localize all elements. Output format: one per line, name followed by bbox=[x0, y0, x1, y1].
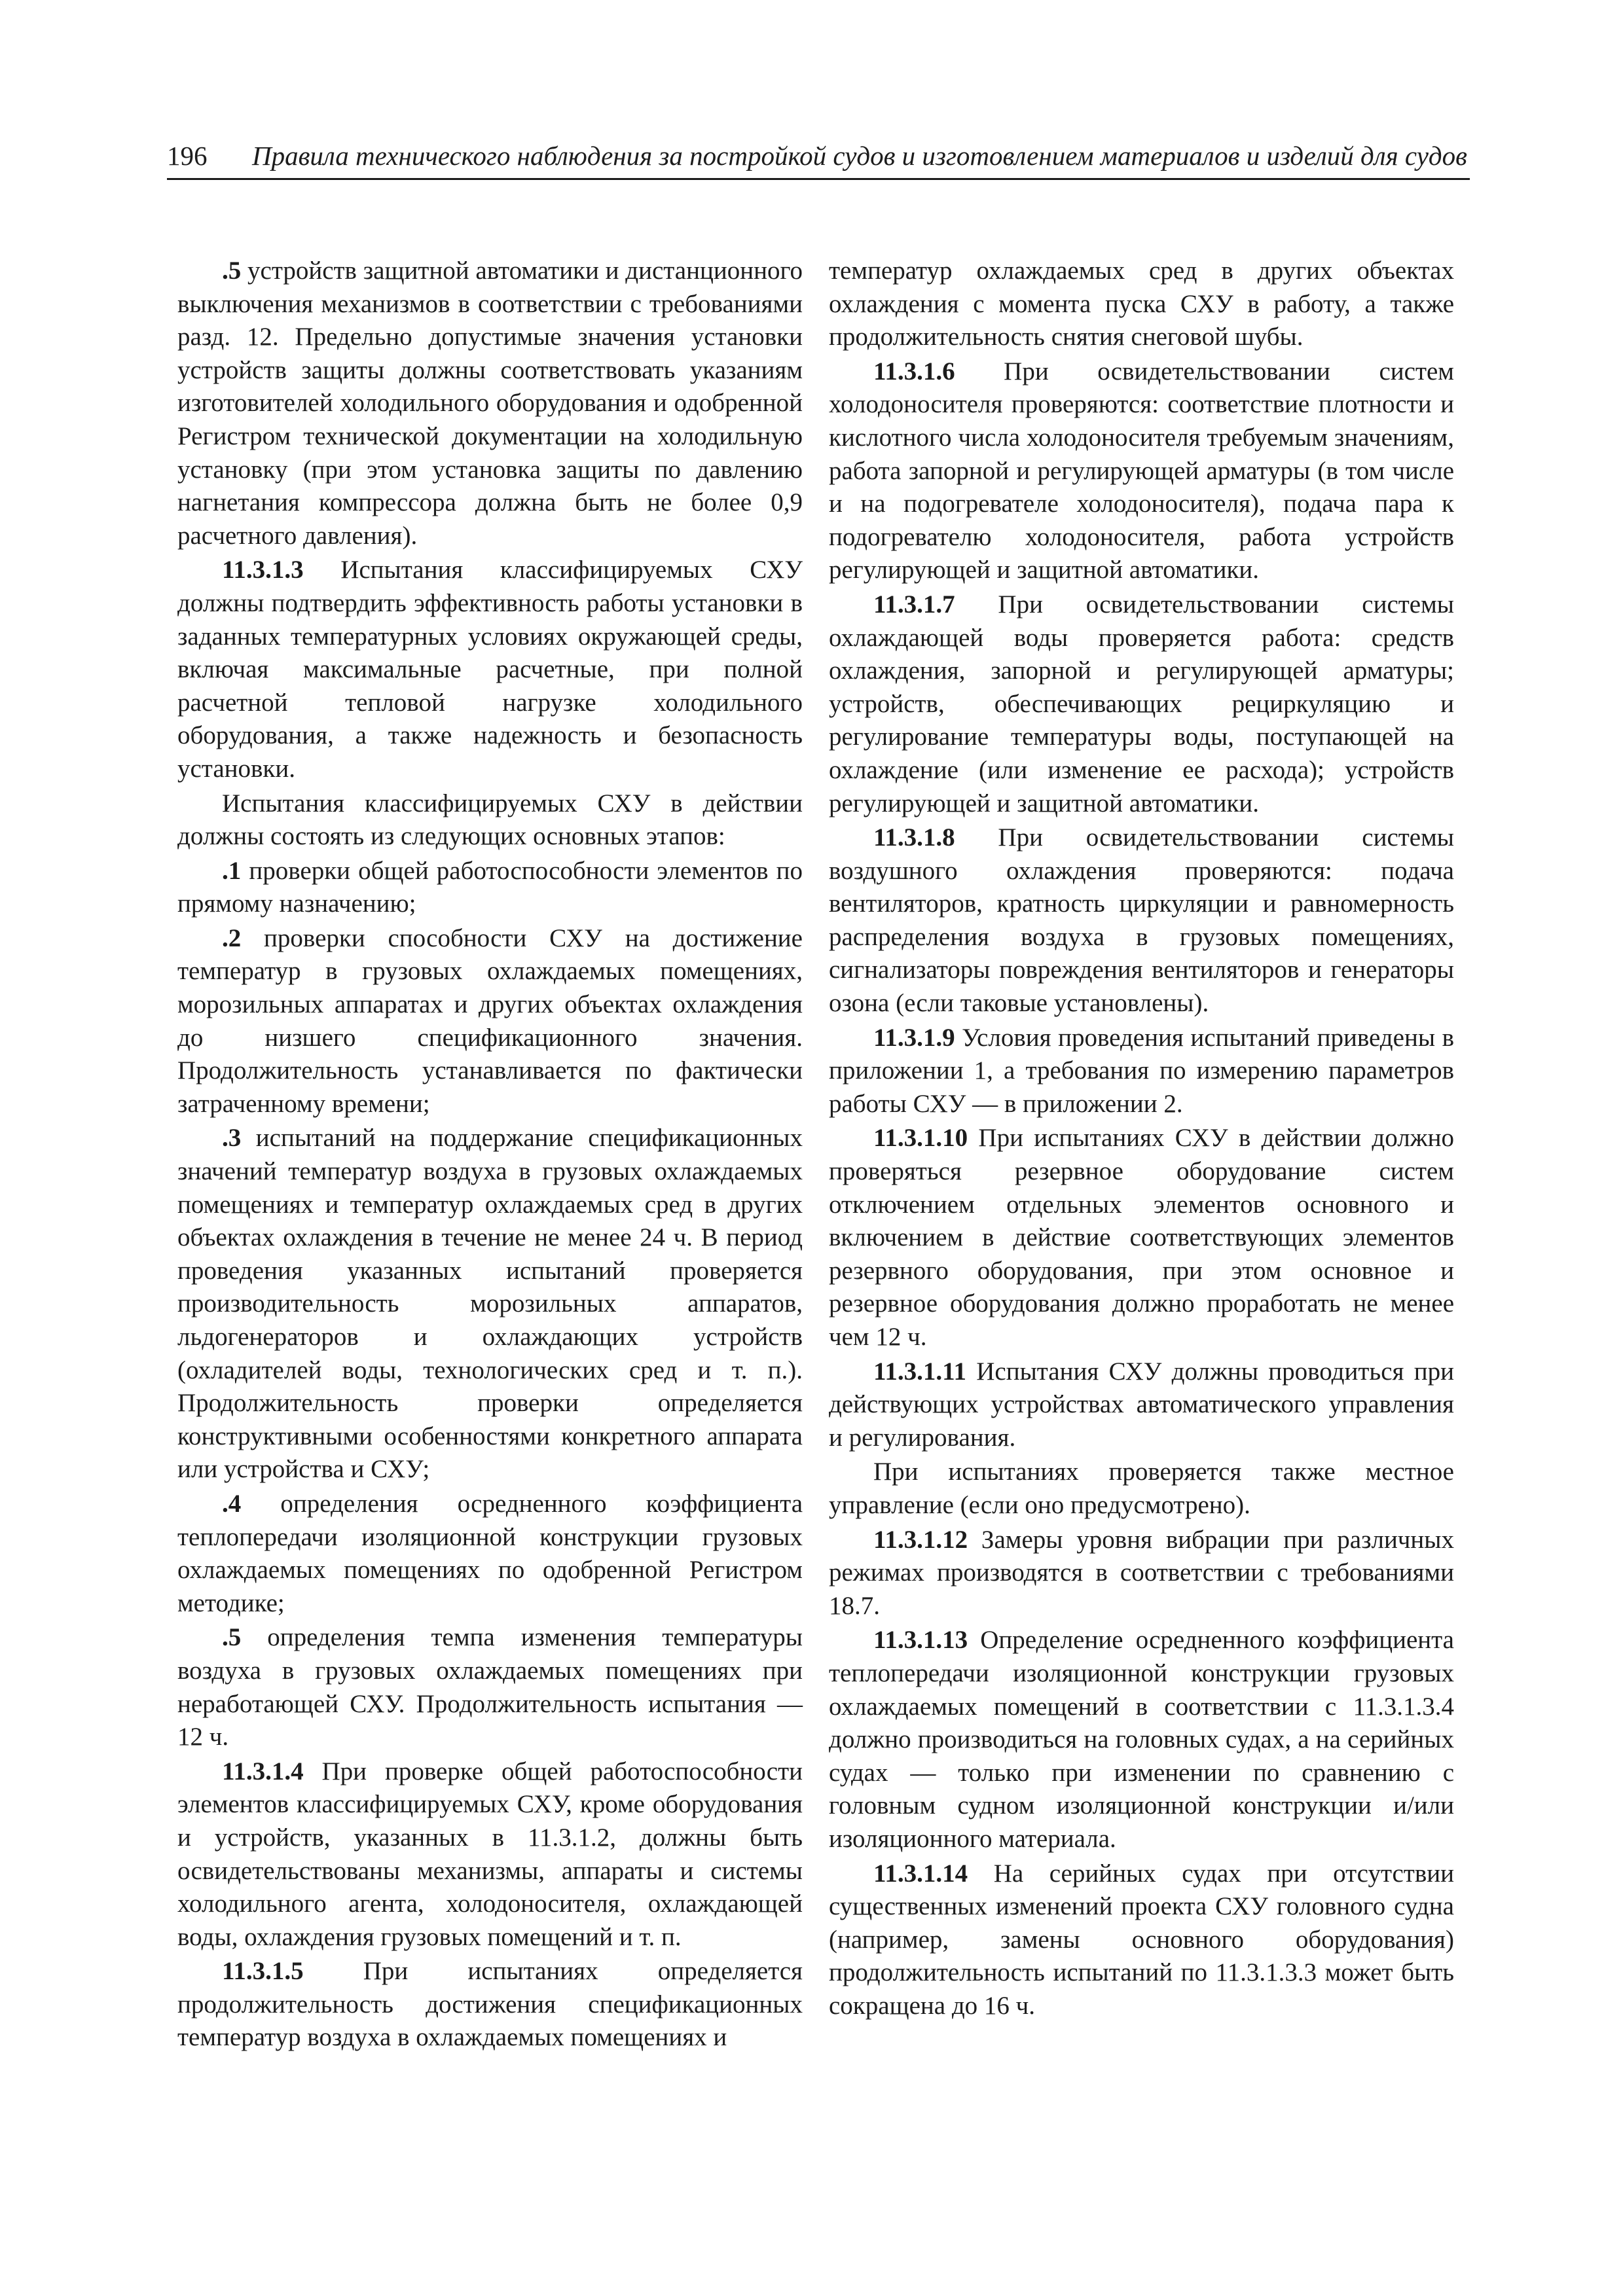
paragraph bbox=[829, 1857, 1454, 2023]
paragraph-text: проверки способности СХУ на достижение температур в грузовых охлаждаемых помещениях, морозильных аппаратах и других объектах охлаждения до низшего спецификационного значения. Продолжительность устанавливается по фактически затраченному времени; bbox=[177, 924, 803, 1118]
paragraph-text: проверки общей работоспособности элементов по прямому назначению; bbox=[177, 856, 803, 918]
clause-number: 11.3.1.3 bbox=[222, 556, 304, 584]
paragraph-text: температур охлаждаемых сред в других объектах охлаждения с момента пуска СХУ в работу, а также продолжительность снятия снеговой шубы. bbox=[829, 257, 1454, 351]
paragraph bbox=[829, 1355, 1454, 1455]
paragraph-text: Испытания СХУ должны проводиться при действующих устройствах автоматического управления и регулирования. bbox=[829, 1357, 1454, 1452]
clause-number: .2 bbox=[222, 924, 242, 952]
paragraph-text: При освидетельствовании систем холодоносителя проверяются: соответствие плотности и кислотного числа холодоносителя требуемым значениям, работа запорной и регулирующей арматуры (в том числе и на подогревателе холодоносителя), подача пара к подогревателю холодоносителя, работа устройств регулирующей и защитной автоматики. bbox=[829, 357, 1454, 584]
clause-number: 11.3.1.14 bbox=[873, 1859, 968, 1888]
paragraph-text: испытаний на поддержание спецификационных значений температур воздуха в грузовых охлаждаемых помещениях и температур охлаждаемых сред в других объектах охлаждения в течение не менее 24 ч. В период проведения указанных испытаний проверяется производительность морозильных аппаратов, льдогенераторов и охлаждающих устройств (охладителей воды, технологических сред и т. п.). Продолжительность проверки определяется конструктивными особенностями конкретного аппарата или устройства и СХУ; bbox=[177, 1124, 803, 1484]
paragraph-text: определения осредненного коэффициента теплопередачи изоляционной конструкции грузовых охлаждаемых помещениях по одобренной Регистром методике; bbox=[177, 1489, 803, 1617]
paragraph-text: Испытания классифицируемых СХУ должны подтвердить эффективность работы установки в заданных температурных условиях окружающей среды, включая максимальные расчетные, при полной расчетной тепловой нагрузке холодильного оборудования, а также надежность и безопасность установки. bbox=[177, 556, 803, 783]
paragraph bbox=[177, 554, 803, 785]
paragraph bbox=[829, 588, 1454, 820]
paragraph-text: При испытаниях проверяется также местное управление (если оно предусмотрено). bbox=[829, 1458, 1454, 1519]
paragraph-text: При испытаниях определяется продолжительность достижения спецификационных температур воздуха в охлаждаемых помещениях и bbox=[177, 1957, 803, 2052]
left-column bbox=[177, 255, 803, 2056]
clause-number: .5 bbox=[222, 257, 242, 285]
clause-number: .4 bbox=[222, 1489, 242, 1518]
paragraph bbox=[829, 1022, 1454, 1121]
running-header bbox=[167, 139, 1470, 180]
paragraph-text: При испытаниях СХУ в действии должно проверяться резервное оборудование систем отключением отдельных элементов основного и включением в действие соответствующих элементов резервного оборудования, при этом основное и резервное оборудования должно проработать не менее чем 12 ч. bbox=[829, 1124, 1454, 1351]
paragraph bbox=[829, 355, 1454, 587]
paragraph-text: Условия проведения испытаний приведены в приложении 1, а требования по измерению параметров работы СХУ — в приложении 2. bbox=[829, 1023, 1454, 1118]
clause-number: 11.3.1.12 bbox=[873, 1525, 968, 1554]
paragraph-text: Определение осредненного коэффициента теплопередачи изоляционной конструкции грузовых охлаждаемых помещений в соответствии с 11.3.1.3.4 должно производиться на головных судах, а на серийных судах — только при изменении по сравнению с головным судном изоляционной конструкции и/или изоляционного материала. bbox=[829, 1626, 1454, 1853]
paragraph bbox=[829, 255, 1454, 354]
right-column bbox=[829, 255, 1454, 2024]
clause-number: 11.3.1.10 bbox=[873, 1124, 968, 1153]
clause-number: .5 bbox=[222, 1623, 242, 1652]
paragraph-text: При освидетельствовании системы воздушного охлаждения проверяются: подача вентиляторов, кратность циркуляции и равномерность распределения воздуха в грузовых помещениях, сигнализаторы повреждения вентиляторов и генераторы озона (если таковые установлены). bbox=[829, 823, 1454, 1018]
paragraph bbox=[177, 1955, 803, 2054]
paragraph bbox=[177, 1621, 803, 1753]
paragraph-text: определения темпа изменения температуры воздуха в грузовых охлаждаемых помещениях при неработающей СХУ. Продолжительность испытания — 12 ч. bbox=[177, 1623, 803, 1751]
clause-number: 11.3.1.9 bbox=[873, 1023, 955, 1052]
clause-number: 11.3.1.6 bbox=[873, 357, 955, 386]
clause-number: 11.3.1.4 bbox=[222, 1757, 304, 1785]
page-number: 196 bbox=[167, 141, 208, 171]
paragraph bbox=[177, 787, 803, 853]
paragraph bbox=[177, 1488, 803, 1620]
running-title: Правила технического наблюдения за постройкой судов и изготовлением материалов и изделий для судов bbox=[252, 141, 1467, 171]
clause-number: 11.3.1.13 bbox=[873, 1626, 968, 1655]
paragraph bbox=[177, 855, 803, 921]
paragraph bbox=[177, 1122, 803, 1486]
paragraph bbox=[829, 821, 1454, 1020]
clause-number: 11.3.1.5 bbox=[222, 1957, 304, 1986]
paragraph-text: Испытания классифицируемых СХУ в действии должны состоять из следующих основных этапов: bbox=[177, 789, 803, 851]
clause-number: 11.3.1.7 bbox=[873, 590, 955, 619]
clause-number: 11.3.1.8 bbox=[873, 823, 955, 852]
paragraph bbox=[177, 922, 803, 1121]
paragraph bbox=[829, 1624, 1454, 1856]
paragraph bbox=[829, 1524, 1454, 1623]
clause-number: 11.3.1.11 bbox=[873, 1357, 966, 1386]
paragraph-text: устройств защитной автоматики и дистанционного выключения механизмов в соответствии с требованиями разд. 12. Предельно допустимые значения установки устройств защиты должны соответствовать указаниям изготовителей холодильного оборудования и одобренной Регистром технической документации на холодильную установку (при этом установка защиты по давлению нагнетания компрессора должна быть не более 0,9 расчетного давления). bbox=[177, 257, 803, 550]
paragraph-text: На серийных судах при отсутствии существенных изменений проекта СХУ головного судна (например, замены основного оборудования) продолжительность испытаний по 11.3.1.3.3 может быть сокращена до 16 ч. bbox=[829, 1859, 1454, 2020]
paragraph bbox=[829, 1456, 1454, 1522]
paragraph-text: Замеры уровня вибрации при различных режимах производятся в соответствии с требованиями 18.7. bbox=[829, 1525, 1454, 1620]
paragraph-text: При освидетельствовании системы охлаждающей воды проверяется работа: средств охлаждения, запорной и регулирующей арматуры; устройств, обеспечивающих рециркуляцию и регулирование температуры воды, поступающей на охлаждение (или изменение ее расхода); устройств регулирующей и защитной автоматики. bbox=[829, 590, 1454, 817]
paragraph bbox=[829, 1122, 1454, 1354]
paragraph-text: При проверке общей работоспособности элементов классифицируемых СХУ, кроме оборудования и устройств, указанных в 11.3.1.2, должны быть освидетельствованы механизмы, аппараты и системы холодильного агента, холодоносителя, охлаждающей воды, охлаждения грузовых помещений и т. п. bbox=[177, 1757, 803, 1951]
paragraph bbox=[177, 255, 803, 552]
paragraph bbox=[177, 1755, 803, 1954]
clause-number: .3 bbox=[222, 1124, 242, 1153]
clause-number: .1 bbox=[222, 856, 242, 885]
